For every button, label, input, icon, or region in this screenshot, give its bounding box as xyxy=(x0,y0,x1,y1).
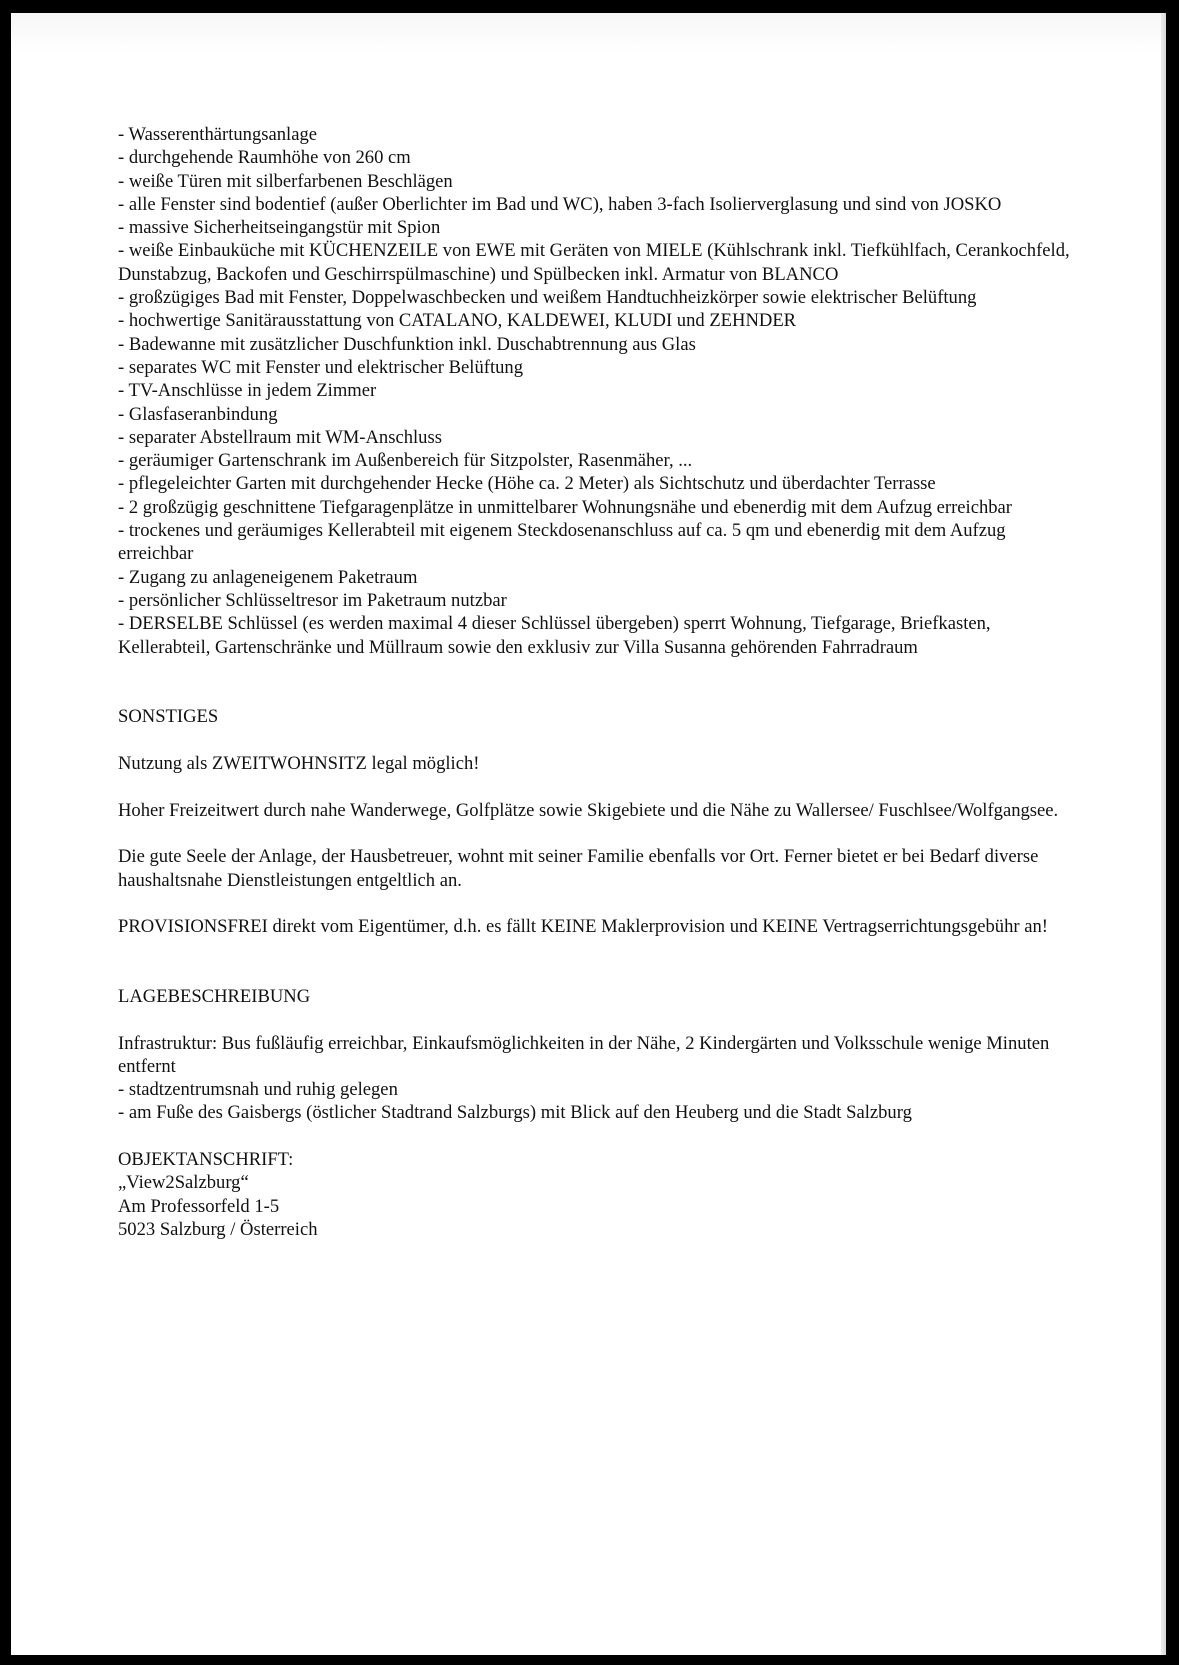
section-heading-lage: LAGEBESCHREIBUNG xyxy=(118,985,311,1007)
page-top-shade xyxy=(11,13,1166,53)
feature-item: - Wasserenthärtungsanlage xyxy=(118,124,318,145)
feature-item: - Badewanne mit zusätzlicher Duschfunktion inkl. Duschabtrennung aus Glas xyxy=(118,333,696,355)
section-gap xyxy=(118,938,1078,985)
address-name: „View2Salzburg“ xyxy=(118,1172,249,1194)
feature-item: - separates WC mit Fenster und elektrischer Belüftung xyxy=(118,356,523,378)
feature-item: - hochwertige Sanitärausstattung von CATALANO, KALDEWEI, KLUDI und ZEHNDER xyxy=(118,310,797,332)
feature-list xyxy=(118,123,1078,659)
infrastructure-text: Infrastruktur: Bus fußläufig erreichbar, Einkaufsmöglichkeiten in der Nähe, 2 Kindergärten und Volksschule wenige Minuten entfernt xyxy=(118,1032,1054,1077)
feature-item: - trockenes und geräumiges Kellerabteil mit eigenem Steckdosenanschluss auf ca. 5 qm und ebenerdig mit dem Aufzug erreichbar xyxy=(118,520,1011,565)
feature-item: - weiße Einbauküche mit KÜCHENZEILE von EWE mit Geräten von MIELE (Kühlschrank inkl. Tiefkühlfach, Cerankochfeld, Dunstabzug, Backofen und Geschirrspülmaschine) und Spülbecken inkl. Armatur von BLANCO xyxy=(118,240,1075,285)
feature-item: - DERSELBE Schlüssel (es werden maximal 4 dieser Schlüssel übergeben) sperrt Wohnung, Tiefgarage, Briefkasten, Kellerabteil, Gartenschränke und Müllraum sowie den exklusiv zur Villa Susanna gehörenden Fahrradraum xyxy=(118,613,996,658)
feature-item: - TV-Anschlüsse in jedem Zimmer xyxy=(118,380,377,402)
feature-item: - persönlicher Schlüsseltresor im Paketraum nutzbar xyxy=(118,589,507,611)
paragraph-gap xyxy=(118,892,1078,915)
address-street: Am Professorfeld 1-5 xyxy=(118,1195,280,1217)
feature-item: - weiße Türen mit silberfarbenen Beschlägen xyxy=(118,170,453,192)
feature-item: - alle Fenster sind bodentief (außer Oberlichter im Bad und WC), haben 3-fach Isolierverglasung und sind von JOSKO xyxy=(118,193,1002,215)
feature-item: - Zugang zu anlageneigenem Paketraum xyxy=(118,566,418,588)
paragraph-gap xyxy=(118,775,1078,798)
address-city: 5023 Salzburg / Österreich xyxy=(118,1218,318,1240)
feature-item: - massive Sicherheitseingangstür mit Spion xyxy=(118,217,441,239)
paragraph-gap xyxy=(118,729,1078,752)
paragraph-gap xyxy=(118,1008,1078,1031)
address-label: OBJEKTANSCHRIFT: xyxy=(118,1149,294,1171)
feature-item: - durchgehende Raumhöhe von 260 cm xyxy=(118,147,411,169)
paragraph-gap xyxy=(118,822,1078,845)
document-page[interactable] xyxy=(11,13,1166,1655)
paragraph: Hoher Freizeitwert durch nahe Wanderwege, Golfplätze sowie Skigebiete und die Nähe zu Wallersee/ Fuschlsee/Wolfgangsee. xyxy=(118,799,1059,821)
feature-item: - separater Abstellraum mit WM-Anschluss xyxy=(118,426,442,448)
paragraph: Nutzung als ZWEITWOHNSITZ legal möglich! xyxy=(118,753,480,775)
section-heading-sonstiges: SONSTIGES xyxy=(118,706,219,728)
location-item: - stadtzentrumsnah und ruhig gelegen xyxy=(118,1079,398,1101)
feature-item: - pflegeleichter Garten mit durchgehender Hecke (Höhe ca. 2 Meter) als Sichtschutz und überdachter Terrasse xyxy=(118,473,936,495)
location-item: - am Fuße des Gaisbergs (östlicher Stadtrand Salzburgs) mit Blick auf den Heuberg und die Stadt Salzburg xyxy=(118,1102,912,1124)
paragraph: PROVISIONSFREI direkt vom Eigentümer, d.h. es fällt KEINE Maklerprovision und KEINE Vertragserrichtungsgebühr an! xyxy=(118,916,1048,938)
paragraph: Die gute Seele der Anlage, der Hausbetreuer, wohnt mit seiner Familie ebenfalls vor Ort. Ferner bietet er bei Bedarf diverse haushaltsnahe Dienstleistungen entgeltlich an. xyxy=(118,846,1044,891)
feature-item: - großzügiges Bad mit Fenster, Doppelwaschbecken und weißem Handtuchheizkörper sowie elektrischer Belüftung xyxy=(118,287,977,309)
feature-item: - Glasfaseranbindung xyxy=(118,403,278,425)
feature-item: - geräumiger Gartenschrank im Außenbereich für Sitzpolster, Rasenmäher, ... xyxy=(118,450,693,472)
page-edge xyxy=(1161,13,1166,1655)
document-content xyxy=(118,123,1078,1241)
section-gap xyxy=(118,659,1078,706)
object-address xyxy=(118,1148,1078,1241)
paragraph-gap xyxy=(118,1125,1078,1148)
feature-item: - 2 großzügig geschnittene Tiefgaragenplätze in unmittelbarer Wohnungsnähe und ebenerdig mit dem Aufzug erreichbar xyxy=(118,496,1012,518)
